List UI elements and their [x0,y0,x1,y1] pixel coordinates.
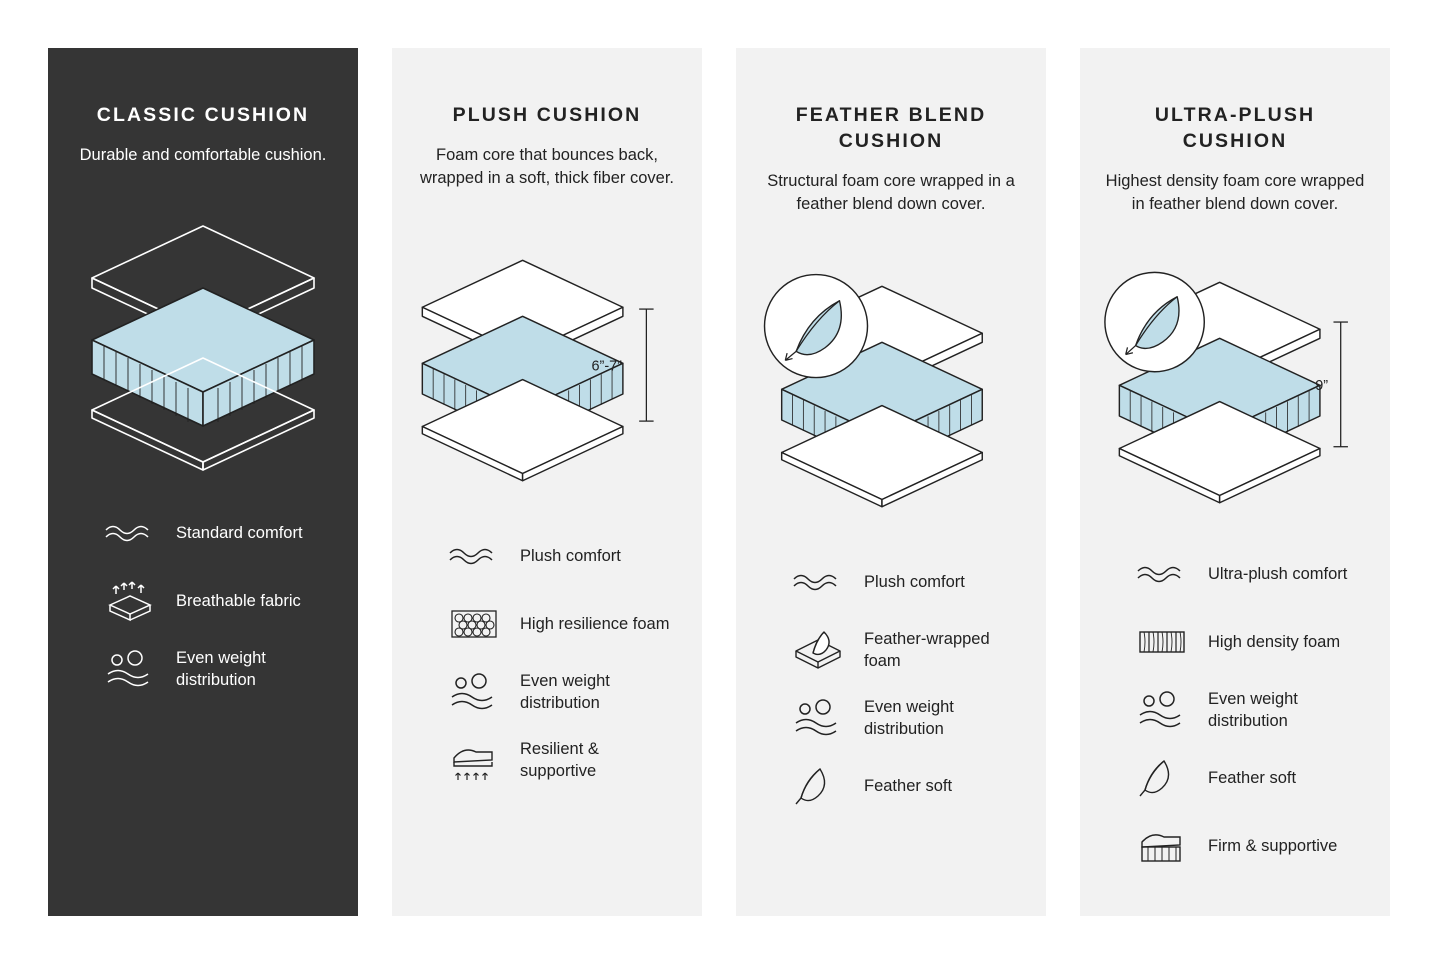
feature-item [1134,552,1366,596]
card-description: Highest density foam core wrapped in feather blend down cover. [1105,172,1365,213]
dimension-bracket [639,309,653,421]
even-weight-icon [102,647,166,691]
even-weight-icon [1134,688,1198,732]
card-feather-blend-cushion[interactable] [736,48,1046,916]
feature-item [446,670,678,714]
wave-icon [102,511,166,555]
resilient-support-icon [446,738,510,782]
feature-label: Standard comfort [176,524,303,542]
card-description: Structural foam core wrapped in a feather blend down cover. [767,172,1015,213]
feature-list [1104,552,1366,892]
feature-label: Breathable fabric [176,592,301,610]
feature-label: Firm & supportive [1208,837,1338,855]
feature-item [1134,756,1366,800]
feature-item [790,560,1022,604]
breathable-fabric-icon [102,579,166,623]
dimension-bracket [1333,322,1347,447]
feature-label: Feather-wrapped foam [864,630,990,670]
feature-label: Plush comfort [520,547,621,565]
feather-badge [765,275,868,378]
card-description: Durable and comfortable cushion. [79,146,327,164]
feather-wrapped-foam-icon [790,628,854,672]
cushion-exploded-diagram [760,242,1022,542]
card-description: Foam core that bounces back, wrapped in a soft, thick fiber cover. [419,146,675,187]
dimension-label: 6”-7” [591,358,622,375]
feature-list [72,511,334,715]
feature-item [102,579,334,623]
feature-label: Even weight distribution [1208,690,1298,730]
feature-item [1134,824,1366,868]
feature-item [446,602,678,646]
card-title: FEATHER BLEND CUSHION [795,104,987,152]
cushion-exploded-diagram [416,216,678,516]
feature-list [760,560,1022,832]
feature-label: Resilient & supportive [520,740,599,780]
feature-item [446,738,678,782]
card-ultra-plush-cushion[interactable] [1080,48,1390,916]
feature-item [102,647,334,691]
feature-label: High density foam [1208,633,1341,651]
card-classic-cushion[interactable] [48,48,358,916]
feature-label: Even weight distribution [864,698,954,738]
high-density-foam-icon [1134,620,1198,664]
card-title: PLUSH CUSHION [452,104,642,126]
card-plush-cushion[interactable] [392,48,702,916]
cushion-exploded-diagram [72,193,334,493]
feature-list [416,534,678,806]
feature-item [1134,688,1366,732]
card-title: CLASSIC CUSHION [96,104,310,126]
firm-support-icon [1134,824,1198,868]
honeycomb-foam-icon [446,602,510,646]
feature-item [790,696,1022,740]
feature-item [1134,620,1366,664]
feather-icon [790,764,854,808]
feature-label: Feather soft [864,777,953,795]
feature-label: High resilience foam [520,615,670,633]
card-title: ULTRA-PLUSH CUSHION [1154,104,1316,152]
even-weight-icon [790,696,854,740]
feature-label: Even weight distribution [176,649,266,689]
feature-item [790,628,1022,672]
feature-label: Feather soft [1208,769,1297,787]
feature-label: Plush comfort [864,573,965,591]
foam-core-layer [92,288,314,426]
feature-item [790,764,1022,808]
wave-icon [446,534,510,578]
feature-item [446,534,678,578]
cushion-exploded-diagram [1104,242,1366,534]
feather-icon [1134,756,1198,800]
wave-icon [1134,552,1198,596]
feature-label: Even weight distribution [520,672,610,712]
feature-label: Ultra-plush comfort [1208,565,1348,583]
wave-icon [790,560,854,604]
feature-item [102,511,334,555]
even-weight-icon [446,670,510,714]
dimension-label: 9” [1315,377,1329,394]
feather-badge [1105,272,1204,371]
